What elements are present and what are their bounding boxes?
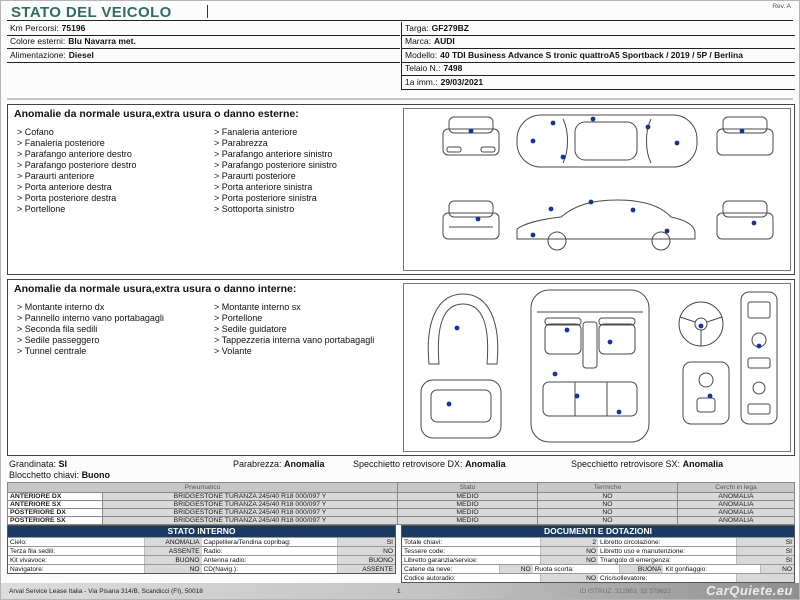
interior-state-header: STATO INTERNO <box>8 526 395 537</box>
anomaly-item: > Sedile passeggero <box>17 335 210 346</box>
field-label: Catene da neve: <box>404 566 453 573</box>
anomaly-item: > Cofano <box>17 127 210 138</box>
revision-label: Rev. A <box>772 3 791 10</box>
info-value: 40 TDI Business Advance S tronic quattroA5 Sportback / 2019 / 5P / Berlina <box>440 49 743 60</box>
anomaly-item: > Tunnel centrale <box>17 346 210 357</box>
field-value: NO <box>760 565 794 573</box>
tyres-header-stato: Stato <box>398 483 538 493</box>
field-label: Antenna radio: <box>203 557 247 564</box>
field-value: BUONO <box>144 556 202 564</box>
info-label: Colore esterni: <box>10 36 66 46</box>
exterior-damage-diagram <box>403 108 791 271</box>
field-label: Cielo: <box>10 539 27 546</box>
page-number: 1 <box>397 588 401 595</box>
tyre-thermal: NO <box>538 501 678 509</box>
tyres-header-cerchi: Cerchi in lega <box>678 483 795 493</box>
info-row <box>7 49 400 63</box>
summary-label: Blocchetto chiavi: <box>9 470 80 480</box>
anomaly-item: > Sottoporta sinistro <box>214 204 407 215</box>
info-row <box>402 49 795 63</box>
table-row <box>8 546 395 555</box>
car-side-view <box>517 200 695 250</box>
tyre-name: BRIDGESTONE TURANZA 245/40 R18 000/097 Y <box>103 493 398 501</box>
field-value: 2 <box>540 538 598 546</box>
tyres-table <box>7 482 795 525</box>
info-label: Km Percorsi: <box>10 22 59 33</box>
interior-anomalies-section <box>7 279 795 456</box>
interior-anomaly-list-col1 <box>17 302 210 357</box>
anomaly-item: > Tappezzeria interna vano portabagagli <box>214 335 407 346</box>
anomaly-item: > Parafango anteriore destro <box>17 149 210 160</box>
info-value: 7498 <box>443 63 463 73</box>
tyre-name: BRIDGESTONE TURANZA 245/40 R18 000/097 Y <box>103 517 398 525</box>
field-label: Navigatore: <box>10 566 44 573</box>
field-value: SI <box>736 538 794 546</box>
car-rear-view <box>443 201 499 239</box>
info-row <box>7 22 400 36</box>
anomaly-item: > Seconda fila sedili <box>17 324 210 335</box>
documents-header: DOCUMENTI E DOTAZIONI <box>402 526 794 537</box>
anomaly-item: > Porta anteriore destra <box>17 182 210 193</box>
info-value: Diesel <box>68 49 94 60</box>
trunk-view <box>421 380 501 438</box>
exterior-anomaly-list-col1 <box>17 127 210 215</box>
vehicle-info-right <box>401 22 795 90</box>
info-row <box>402 36 795 50</box>
car-front-quarter-view <box>717 117 773 155</box>
field-label: Kit gonfiaggio: <box>665 566 708 573</box>
field-label: Libretto circolazione: <box>600 539 661 546</box>
field-label: Triangolo di emergenza: <box>600 557 671 564</box>
table-row <box>8 537 395 546</box>
dashboard-column <box>741 292 777 424</box>
summary-label: Parabrezza: <box>233 459 282 469</box>
field-value: NO <box>540 556 598 564</box>
summary-value: Anomalia <box>465 459 506 469</box>
field-label: Cric/sollevatore: <box>600 575 648 582</box>
documents-table <box>401 525 795 583</box>
tyres-header-row <box>8 483 795 493</box>
field-value: NO <box>144 565 202 573</box>
field-value: ANOMALIA <box>144 538 202 546</box>
tyre-alloy: ANOMALIA <box>678 493 795 501</box>
section-title: Anomalie da normale usura,extra usura o danno interne: <box>14 283 297 295</box>
summary-item <box>9 470 110 480</box>
tyre-name: BRIDGESTONE TURANZA 245/40 R18 000/097 Y <box>103 509 398 517</box>
tyre-position: ANTERIORE SX <box>8 501 103 509</box>
table-row <box>8 555 395 564</box>
tyre-state: MEDIO <box>398 509 538 517</box>
interior-state-table <box>7 525 396 574</box>
table-row <box>402 537 794 546</box>
anomaly-item: > Portellone <box>17 204 210 215</box>
summary-label: Specchietto retrovisore SX: <box>571 459 681 469</box>
watermark: CarQuiete.eu <box>706 583 793 598</box>
info-row <box>402 63 795 77</box>
field-value <box>736 574 794 582</box>
field-label: Libretto garanzia/service: <box>404 557 478 564</box>
info-value: Blu Navarra met. <box>68 36 136 46</box>
field-label: Totale chiavi: <box>404 539 443 546</box>
tyre-alloy: ANOMALIA <box>678 501 795 509</box>
anomaly-item: > Volante <box>214 346 407 357</box>
tyre-position: POSTERIORE SX <box>8 517 103 525</box>
footer-address: Arval Service Lease Italia - Via Pisana 314/B, Scandicci (FI), 50018 <box>9 588 203 595</box>
summary-value: Buono <box>81 470 111 480</box>
summary-value: SI <box>58 459 68 469</box>
anomaly-item: > Parafango anteriore sinistro <box>214 149 407 160</box>
anomaly-item: > Montante interno sx <box>214 302 407 313</box>
tyre-row <box>8 501 795 509</box>
car-rear-quarter-view <box>717 201 773 239</box>
field-label: Libretto uso e manutenzione: <box>600 548 686 555</box>
tyre-name: BRIDGESTONE TURANZA 245/40 R18 000/097 Y <box>103 501 398 509</box>
field-value: NO <box>499 565 533 573</box>
summary-value: Anomalia <box>682 459 724 469</box>
anomaly-item: > Paraurti anteriore <box>17 171 210 182</box>
tyre-state: MEDIO <box>398 517 538 525</box>
car-top-view <box>517 115 697 167</box>
anomaly-item: > Pannello interno vano portabagagli <box>17 313 210 324</box>
field-value: SI <box>337 538 395 546</box>
tyre-row <box>8 509 795 517</box>
summary-item <box>571 459 723 469</box>
field-label: Kit vivavoce: <box>10 557 48 564</box>
info-label: Marca: <box>405 36 431 46</box>
info-row <box>7 36 400 50</box>
anomaly-item: > Porta posteriore sinistra <box>214 193 407 204</box>
field-value: SI <box>736 556 794 564</box>
field-label: Radio: <box>203 548 223 555</box>
anomaly-item: > Paraurti posteriore <box>214 171 407 182</box>
tyre-row <box>8 493 795 501</box>
summary-value: Anomalia <box>284 459 325 469</box>
tailgate-opening-view <box>428 294 498 364</box>
interior-damage-diagram <box>403 283 791 452</box>
table-row <box>402 573 794 582</box>
summary-section <box>7 459 795 481</box>
summary-item <box>353 459 506 469</box>
interior-anomaly-list-col2 <box>214 302 407 357</box>
field-value: BUONA <box>619 565 663 573</box>
anomaly-item: > Sedile guidatore <box>214 324 407 335</box>
summary-item <box>9 459 67 469</box>
document-id: ID ISTRUZ. 312963, 32 379622 <box>579 588 671 595</box>
tyre-alloy: ANOMALIA <box>678 509 795 517</box>
header-rule <box>7 20 793 21</box>
field-value: NO <box>540 574 598 582</box>
tyre-alloy: ANOMALIA <box>678 517 795 525</box>
anomaly-item: > Parafango posteriore destro <box>17 160 210 171</box>
tyres-header-pneumatico: Pneumatico <box>8 483 398 493</box>
anomaly-item: > Parafango posteriore sinistro <box>214 160 407 171</box>
field-label: Codice autoradio: <box>404 575 456 582</box>
section-title: Anomalie da normale usura,extra usura o danno esterne: <box>14 108 299 120</box>
anomaly-item: > Porta posteriore destra <box>17 193 210 204</box>
info-value: GF279BZ <box>431 22 469 33</box>
field-label: CD(Navig.): <box>203 566 238 573</box>
summary-label: Specchietto retrovisore DX: <box>353 459 463 469</box>
anomaly-item: > Montante interno dx <box>17 302 210 313</box>
info-row <box>402 22 795 36</box>
table-row <box>402 564 794 573</box>
anomaly-item: > Porta anteriore sinistra <box>214 182 407 193</box>
info-label: Telaio N.: <box>405 63 441 73</box>
anomaly-item: > Fanaleria posteriore <box>17 138 210 149</box>
field-value: SI <box>736 547 794 555</box>
table-row <box>402 555 794 564</box>
table-row <box>8 564 395 573</box>
tyre-thermal: NO <box>538 493 678 501</box>
anomaly-item: > Portellone <box>214 313 407 324</box>
info-value: 29/03/2021 <box>440 76 484 87</box>
damage-markers <box>447 324 762 415</box>
summary-item <box>233 459 325 469</box>
field-value: ASSENTE <box>337 565 395 573</box>
center-console <box>683 362 729 424</box>
exterior-anomaly-list-col2 <box>214 127 407 215</box>
tyre-thermal: NO <box>538 517 678 525</box>
summary-label: Grandinata: <box>9 459 57 469</box>
info-label: Modello: <box>405 49 438 60</box>
tyre-thermal: NO <box>538 509 678 517</box>
exterior-anomalies-section <box>7 104 795 275</box>
section-divider <box>7 98 793 100</box>
info-label: 1a imm.: <box>405 76 438 87</box>
header-divider <box>207 5 208 18</box>
field-value: BUONO <box>337 556 395 564</box>
tyre-state: MEDIO <box>398 501 538 509</box>
tyres-header-termiche: Termiche <box>538 483 678 493</box>
vehicle-info-left <box>7 22 400 63</box>
cabin-plan-view <box>531 290 649 442</box>
damage-markers <box>469 117 757 238</box>
info-label: Targa: <box>405 22 429 33</box>
field-label: Cappelliera/Tendina copribag: <box>203 539 291 546</box>
info-value: AUDI <box>433 36 455 46</box>
field-value: NO <box>540 547 598 555</box>
tyre-row <box>8 517 795 525</box>
tyre-position: ANTERIORE DX <box>8 493 103 501</box>
info-value: 75196 <box>61 22 86 33</box>
field-label: Tessere code: <box>404 548 446 555</box>
anomaly-item: > Fanaleria anteriore <box>214 127 407 138</box>
field-value: NO <box>337 547 395 555</box>
field-value: ASSENTE <box>144 547 202 555</box>
car-front-view <box>443 117 499 155</box>
tyre-state: MEDIO <box>398 493 538 501</box>
info-label: Alimentazione: <box>10 49 66 60</box>
info-row <box>402 76 795 90</box>
table-row <box>402 546 794 555</box>
anomaly-item: > Parabrezza <box>214 138 407 149</box>
field-label: Terza fila sedili: <box>10 548 56 555</box>
field-label: Ruota scorta: <box>534 566 574 573</box>
page-title: STATO DEL VEICOLO <box>11 4 172 21</box>
tyre-position: POSTERIORE DX <box>8 509 103 517</box>
